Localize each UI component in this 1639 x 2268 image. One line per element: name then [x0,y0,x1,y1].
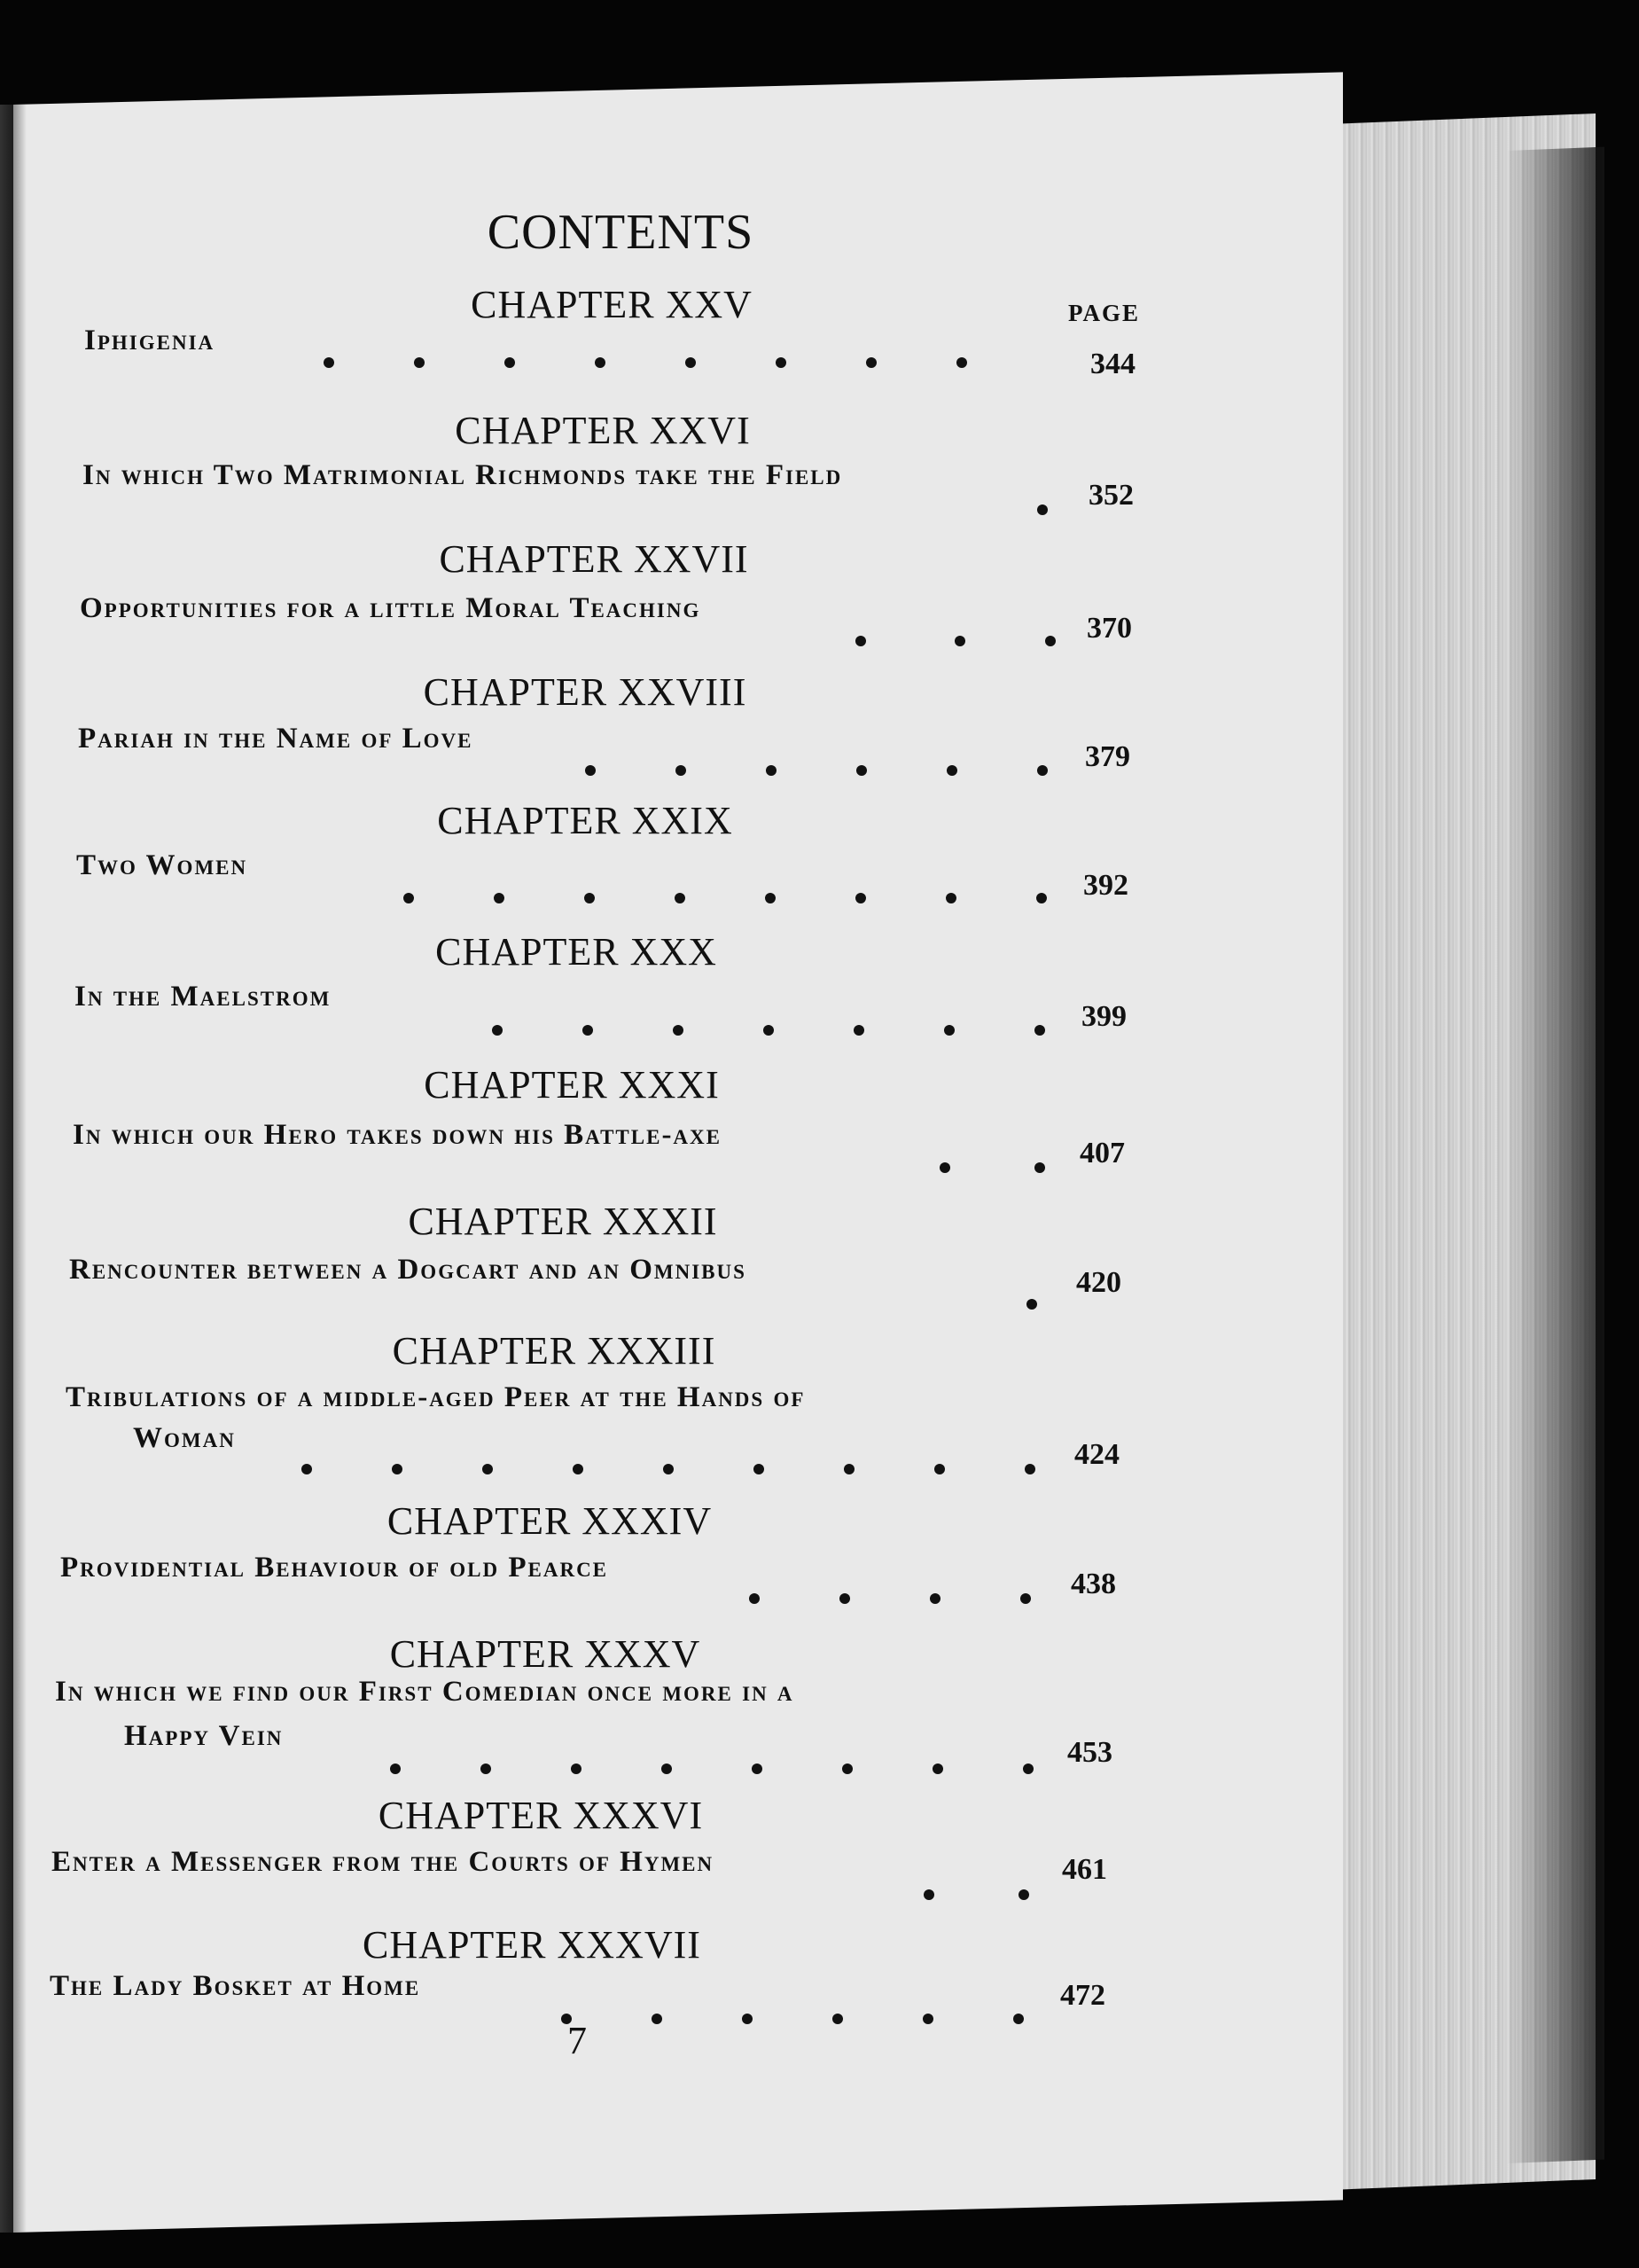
page-number: 392 [1083,869,1128,902]
leader-dots [749,1575,1031,1612]
leader-dots [1026,1280,1037,1318]
chapter-heading: CHAPTER XXXVI [378,1794,704,1837]
chapter-title: Enter a Messenger from the Courts of Hymen [51,1846,714,1878]
leader-dots [1037,486,1048,523]
chapter-title-continued: Woman [133,1422,236,1454]
chapter-heading: CHAPTER XXIX [437,799,733,842]
leader-dots [403,874,1047,911]
page-number: 472 [1060,1979,1105,2012]
chapter-title: Rencounter between a Dogcart and an Omnibus [69,1254,746,1286]
leader-dots [924,1871,1029,1908]
chapter-heading: CHAPTER XXX [435,930,717,974]
leader-dots [390,1745,1034,1782]
page-number: 438 [1071,1568,1116,1600]
chapter-heading: CHAPTER XXVI [455,409,751,452]
chapter-title: Pariah in the Name of Love [78,723,473,755]
page-number: 424 [1074,1438,1120,1471]
chapter-title: In which Two Matrimonial Richmonds take the Field [82,459,843,491]
page-number: 461 [1062,1853,1107,1886]
page-number: 453 [1067,1736,1112,1769]
chapter-title: Tribulations of a middle-aged Peer at the Hands of [66,1381,806,1413]
page-number: 420 [1076,1266,1121,1299]
page-number: 379 [1085,740,1130,773]
chapter-title-continued: Happy Vein [124,1720,284,1752]
leader-dots [940,1144,1045,1181]
chapter-heading: CHAPTER XXXVII [363,1923,701,1967]
chapter-heading: CHAPTER XXXIV [386,1499,713,1543]
chapter-heading: CHAPTER XXVIII [423,670,747,714]
chapter-title: In which our Hero takes down his Battle-axe [73,1119,722,1151]
leader-dots [585,747,1048,784]
leader-dots [301,1445,1035,1482]
page-number: 399 [1081,1000,1127,1033]
chapter-title: Two Women [76,849,248,881]
leader-dots [561,1995,1024,2032]
page-column-heading: PAGE [1068,300,1140,326]
chapter-title: In the Maelstrom [74,981,332,1013]
chapter-heading: CHAPTER XXXI [424,1063,720,1107]
chapter-heading: CHAPTER XXXV [389,1632,701,1676]
chapter-heading: CHAPTER XXXIII [392,1329,716,1373]
leader-dots [855,617,1056,654]
chapter-title: The Lady Bosket at Home [50,1970,421,2002]
chapter-title: Iphigenia [84,325,215,356]
folio-number: 7 [567,2019,587,2062]
chapter-heading: CHAPTER XXXII [408,1200,718,1243]
page-number: 344 [1090,348,1136,380]
page-number: 370 [1087,612,1132,645]
chapter-title: Providential Behaviour of old Pearce [60,1552,609,1584]
page-number: 407 [1080,1137,1125,1169]
leader-dots [492,1006,1045,1044]
page-title: CONTENTS [487,205,754,260]
chapter-heading: CHAPTER XXV [471,283,753,326]
chapter-title: Opportunities for a little Moral Teaching [80,592,701,624]
leader-dots [324,339,967,376]
chapter-heading: CHAPTER XXVII [439,537,749,581]
page-number: 352 [1089,479,1134,512]
chapter-title: In which we find our First Comedian once more in a [55,1676,794,1708]
